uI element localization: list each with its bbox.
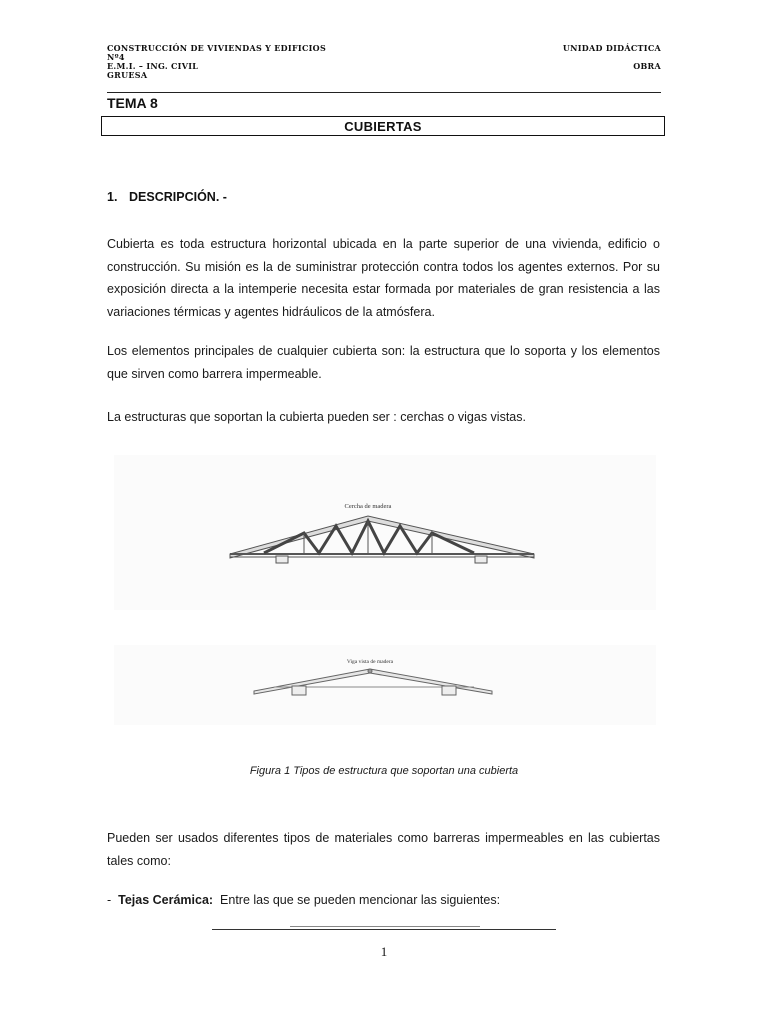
figure-top-panel — [114, 455, 656, 610]
figure-bottom-panel — [114, 645, 656, 725]
page-header — [107, 44, 661, 80]
section-heading — [107, 190, 227, 204]
page-title-box — [101, 116, 665, 136]
figure-roof-structures — [114, 455, 656, 725]
paragraph-definition: Cubierta es toda estructura horizontal ubicada en la parte superior de una vivienda, edificio o construcción. Su misión es la de suministrar protección contra todos los agentes externos. Por su exposición directa a la intemperie necesita estar formada por materiales de gran resistencia a las variaciones térmicas y agentes hidráulicos de la atmósfera. — [107, 237, 660, 319]
header-gruesa: GRUESA — [107, 70, 148, 80]
beam-label: Viga vista de madera — [346, 659, 394, 665]
page-number: 1 — [380, 944, 388, 959]
bullet-term: Tejas Cerámica: — [118, 893, 214, 907]
bullet-dash: - — [107, 893, 112, 907]
page-title: CUBIERTAS — [344, 118, 422, 134]
header-course: CONSTRUCCIÓN DE VIVIENDAS Y EDIFICIOS — [107, 43, 327, 53]
header-unit-number: Nº4 — [107, 52, 125, 62]
roof-structures-drawing — [114, 455, 656, 725]
header-divider — [107, 92, 661, 93]
section-number: 1. — [107, 190, 118, 204]
footer-divider-top — [290, 926, 480, 927]
header-obra: OBRA — [633, 61, 661, 71]
truss-label: Cercha de madera — [344, 503, 392, 510]
footer-divider — [212, 929, 556, 930]
header-unit: UNIDAD DIDÁCTICA — [562, 43, 661, 53]
bullet-text: Entre las que se pueden mencionar las siguientes: — [220, 893, 501, 907]
list-item — [107, 893, 500, 907]
tema-label: TEMA 8 — [107, 95, 158, 111]
figure-caption: Figura 1 Tipos de estructura que soportan una cubierta — [249, 765, 519, 777]
paragraph-materials: Pueden ser usados diferentes tipos de materiales como barreras impermeables en las cubiertas tales como: — [107, 831, 660, 868]
section-title: DESCRIPCIÓN. - — [129, 190, 227, 204]
header-school: E.M.I. – ING. CIVIL — [107, 61, 199, 71]
paragraph-structures: La estructuras que soportan la cubierta pueden ser : cerchas o vigas vistas. — [107, 410, 526, 424]
paragraph-elements: Los elementos principales de cualquier cubierta son: la estructura que lo soporta y los elementos que sirven como barrera impermeable. — [107, 344, 660, 381]
